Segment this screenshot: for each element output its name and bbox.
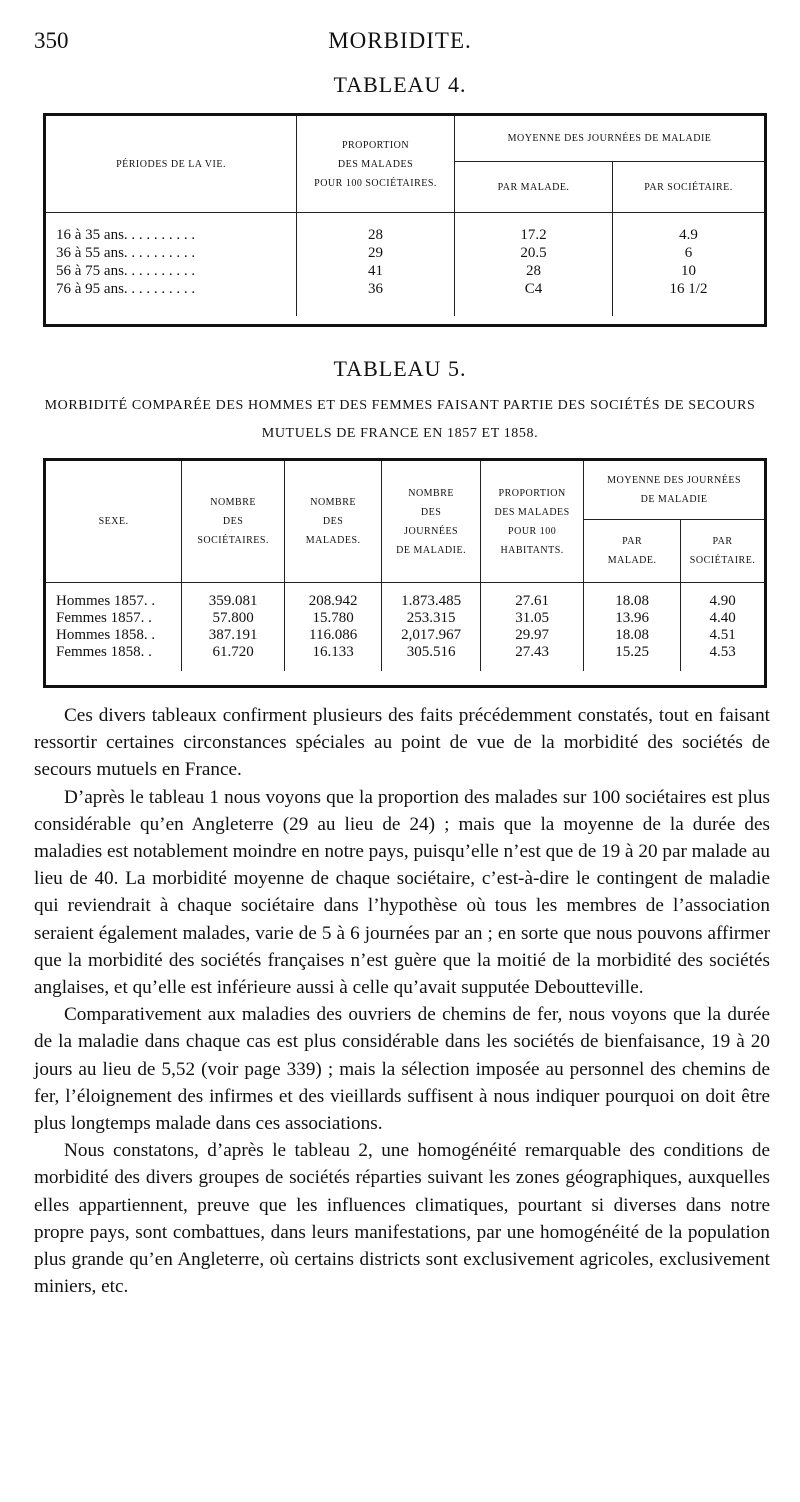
- table5-journees: 305.516: [382, 644, 481, 661]
- table5-col-journees: [382, 461, 481, 583]
- table5-societaires: 387.191: [182, 627, 285, 644]
- table5-col-par-malade: [584, 520, 681, 583]
- table5-col-moyenne-l1: MOYENNE DES JOURNÉES: [607, 475, 742, 486]
- table4-periode: 76 à 95 ans. . . . . . . . . .: [56, 281, 196, 297]
- table5-malades: 15.780: [285, 610, 382, 627]
- table5-col-sexe: SEXE.: [98, 516, 129, 527]
- table4-proportion: 28: [297, 213, 455, 244]
- running-title: MORBIDITE.: [328, 28, 472, 53]
- table5-col-malades-l1: NOMBRE: [310, 497, 357, 508]
- table5-col-societaires-l1: NOMBRE: [210, 497, 257, 508]
- table5-col-societaires-l2: DES: [222, 516, 244, 527]
- table5-sexe: Femmes 1858. .: [56, 644, 152, 660]
- table4-periode: 56 à 75 ans. . . . . . . . . .: [56, 263, 196, 279]
- table5-title: TABLEAU 5.: [333, 356, 467, 381]
- table5-proportion: 31.05: [481, 610, 584, 627]
- table5-journees: 1.873.485: [382, 583, 481, 610]
- page-header: [34, 28, 766, 58]
- table-row: [46, 244, 764, 262]
- table5-col-journees-l4: DE MALADIE.: [396, 544, 467, 556]
- table-row: [46, 280, 764, 298]
- table5-societaires: 57.800: [182, 610, 285, 627]
- table-row: [46, 583, 764, 610]
- page-number: 350: [34, 28, 69, 53]
- table5-col-moyenne: [584, 461, 764, 520]
- table5-col-par-societaire: [681, 520, 764, 583]
- table4-col-par-societaire: PAR SOCIÉTAIRE.: [613, 162, 764, 213]
- table4-proportion: 36: [297, 280, 455, 298]
- table5-col-journees-l3: JOURNÉES: [404, 525, 459, 537]
- table5-malades: 116.086: [285, 627, 382, 644]
- table4-par-societaire: 4.9: [613, 213, 764, 244]
- table4: [43, 113, 767, 327]
- table-row: [46, 262, 764, 280]
- table5-par-malade: 15.25: [584, 644, 681, 661]
- table4-par-societaire: 6: [613, 244, 764, 262]
- paragraph: D’après le tableau 1 nous voyons que la proportion des malades sur 100 sociétaires est plus considérable qu’en Angleterre (29 au lieu de 24) ; mais que la moyenne de la durée des maladies est notablement moindre en notre pays, puisqu’elle n’est que de 19 à 20 par malade au lieu de 40. La morbidité moyenne de chaque sociétaire, c’est-à-dire le contingent de maladie qui reviendrait à chaque sociétaire dans l’hypothèse où tous les membres de l’association seraient également malades, varie de 5 à 6 journées par an ; en sorte que nous pouvons affirmer que la morbidité des sociétés françaises n’est guère que la moitié de la morbidité des sociétés anglaises, et qu’elle est inférieure aussi à celle qu’avait supputée Deboutteville.: [34, 786, 770, 999]
- table4-col-periode: PÉRIODES DE LA VIE.: [116, 158, 226, 170]
- table5-journees: 253.315: [382, 610, 481, 627]
- table5-col-malades: [285, 461, 382, 583]
- table5-sexe: Femmes 1857. .: [56, 610, 152, 626]
- table4-par-malade: 17.2: [455, 213, 613, 244]
- table5-malades: 16.133: [285, 644, 382, 661]
- table5-proportion: 27.43: [481, 644, 584, 661]
- table4-par-societaire: 16 1/2: [613, 280, 764, 298]
- table4-col-moyenne: MOYENNE DES JOURNÉES DE MALADIE: [455, 116, 764, 162]
- table-row: [46, 213, 764, 244]
- table5-sexe: Hommes 1858. .: [56, 627, 156, 643]
- body-text: [34, 702, 770, 1300]
- table5-proportion: 29.97: [481, 627, 584, 644]
- table4-proportion: 29: [297, 244, 455, 262]
- paragraph: Comparativement aux maladies des ouvriers de chemins de fer, nous voyons que la durée de la maladie dans chaque cas est plus considérable dans les sociétés de bienfaisance, 19 à 20 jours au lieu de 5,52 (voir page 339) ; mais la sélection imposée au personnel des chemins de fer, l’éloignement des infirmes et des vieillards suffisent à nous indiquer pourquoi on doit être plus longtemps malade dans ces associations.: [34, 1004, 770, 1135]
- table5-proportion: 27.61: [481, 583, 584, 610]
- table5-col-proportion-l2: DES MALADES: [494, 506, 570, 518]
- table4-title: TABLEAU 4.: [333, 72, 467, 97]
- table4-par-malade: C4: [455, 280, 613, 298]
- paragraph: Ces divers tableaux confirment plusieurs des faits précédemment constatés, tout en faisant ressortir certaines circonstances spéciales au point de vue de la morbidité des sociétés de secours mutuels en France.: [34, 705, 770, 781]
- table5-col-malades-l2: DES: [322, 516, 344, 527]
- table4-par-malade: 20.5: [455, 244, 613, 262]
- table5-par-societaire: 4.53: [681, 644, 764, 661]
- table5: [43, 458, 767, 688]
- table4-col-proportion-l2: DES MALADES: [337, 158, 414, 170]
- table5-col-proportion-l4: HABITANTS.: [500, 544, 564, 556]
- table-row: [46, 644, 764, 661]
- table5-par-societaire: 4.90: [681, 583, 764, 610]
- table-row: [46, 610, 764, 627]
- paragraph: Nous constatons, d’après le tableau 2, une homogénéité remarquable des conditions de morbidité des divers groupes de sociétés réparties suivant les zones géographiques, auxquelles elles appartiennent, preuve que les influences climatiques, pourtant si diverses dans notre propre pays, sont combattues, dans leurs manifestations, par une homogénéité de la population plus grande qu’en Angleterre, où certains districts sont exclusivement agricoles, exclusivement miniers, etc.: [34, 1140, 770, 1298]
- table4-par-societaire: 10: [613, 262, 764, 280]
- table5-col-journees-l1: NOMBRE: [408, 487, 455, 499]
- table5-caption-line1: MORBIDITÉ COMPARÉE DES HOMMES ET DES FEMMES FAISANT PARTIE DES SOCIÉTÉS DE SECOURS: [44, 398, 756, 413]
- table5-par-societaire: 4.40: [681, 610, 764, 627]
- table5-col-proportion: [481, 461, 584, 583]
- table5-caption-line2: MUTUELS DE FRANCE EN 1857 ET 1858.: [261, 426, 539, 441]
- table5-col-proportion-l1: PROPORTION: [498, 487, 566, 499]
- table5-journees: 2,017.967: [382, 627, 481, 644]
- table4-par-malade: 28: [455, 262, 613, 280]
- table4-periode: 36 à 55 ans. . . . . . . . . .: [56, 245, 196, 261]
- table-row: [46, 627, 764, 644]
- table4-col-proportion: [297, 116, 455, 213]
- table5-col-societaires-l3: SOCIÉTAIRES.: [197, 535, 269, 546]
- table5-col-journees-l2: DES: [420, 506, 442, 518]
- table4-col-proportion-l1: PROPORTION: [341, 139, 410, 151]
- table4-col-par-malade: PAR MALADE.: [455, 162, 613, 213]
- table5-sexe: Hommes 1857. .: [56, 593, 156, 609]
- table5-par-malade: 18.08: [584, 627, 681, 644]
- table5-col-par-malade-l1: PAR: [622, 536, 643, 547]
- table5-societaires: 61.720: [182, 644, 285, 661]
- table5-par-malade: 13.96: [584, 610, 681, 627]
- table5-col-par-societaire-l1: PAR: [712, 536, 733, 547]
- table5-col-societaires: [182, 461, 285, 583]
- table5-col-proportion-l3: POUR 100: [508, 525, 557, 537]
- table5-col-malades-l3: MALADES.: [305, 535, 361, 546]
- table5-par-malade: 18.08: [584, 583, 681, 610]
- table5-col-par-malade-l2: MALADE.: [607, 555, 657, 566]
- table5-par-societaire: 4.51: [681, 627, 764, 644]
- table5-col-par-societaire-l2: SOCIÉTAIRE.: [689, 555, 756, 566]
- table4-periode: 16 à 35 ans. . . . . . . . . .: [56, 227, 196, 243]
- table4-col-proportion-l3: POUR 100 SOCIÉTAIRES.: [314, 177, 437, 189]
- table4-proportion: 41: [297, 262, 455, 280]
- table5-col-moyenne-l2: DE MALADIE: [640, 494, 708, 505]
- table5-societaires: 359.081: [182, 583, 285, 610]
- table5-malades: 208.942: [285, 583, 382, 610]
